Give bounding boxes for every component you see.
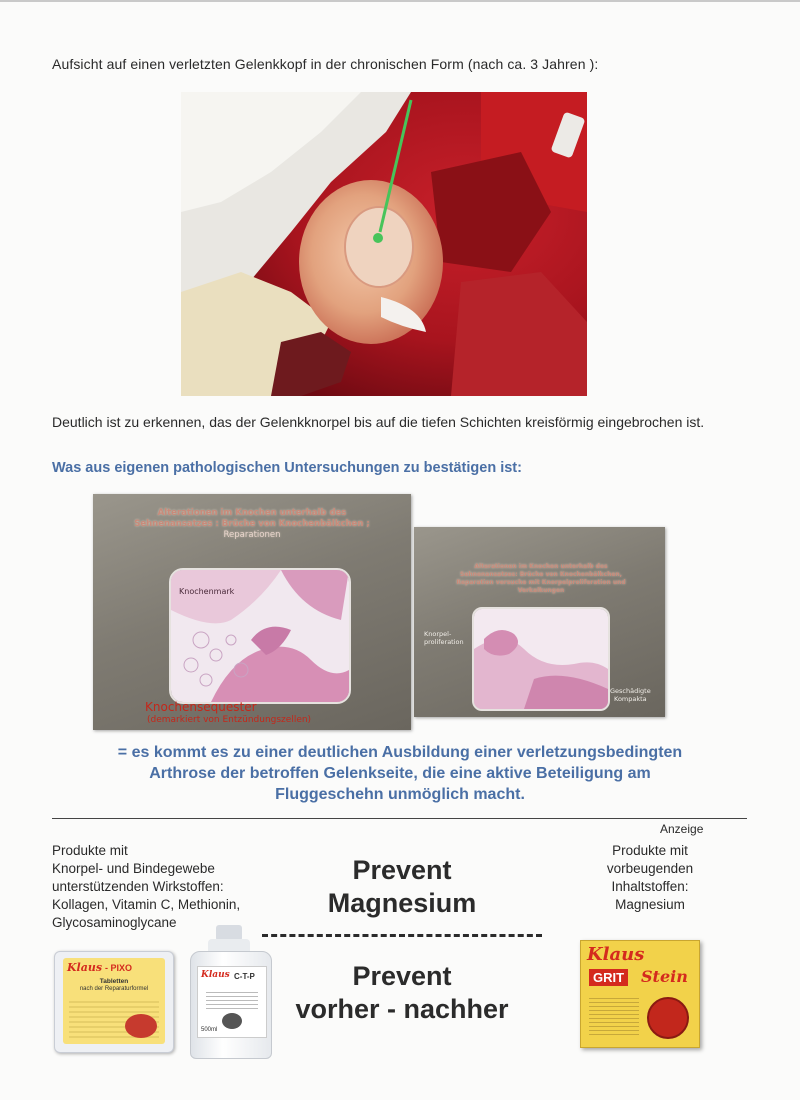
joint-photo-image xyxy=(181,92,587,396)
pixo-bird-icon xyxy=(125,1014,157,1038)
joint-photo xyxy=(181,92,587,396)
ad-left-line-1: Produkte mit xyxy=(52,843,128,858)
ad-headline-bottom-2: vorher - nachher xyxy=(295,994,509,1024)
conclusion-line-1: = es kommt es zu einer deutlichen Ausbildung einer verletzungsbedingten xyxy=(117,744,683,761)
slide-1-label-bottom: Knochensequester xyxy=(145,700,257,714)
pixo-line-2: nach der Reparaturformel xyxy=(79,986,149,992)
findings-heading: Was aus eigenen pathologischen Untersuchungen zu bestätigen ist: xyxy=(52,460,522,476)
ad-left-text xyxy=(52,842,282,932)
ad-headline-bottom xyxy=(282,960,522,1026)
pixo-line-1: Tabletten xyxy=(99,978,129,985)
ctp-bottle-label xyxy=(197,966,267,1038)
ad-label: Anzeige xyxy=(660,822,704,836)
ad-headline-bottom-1: Prevent xyxy=(352,961,452,991)
photo-caption: Aufsicht auf einen verletzten Gelenkkopf in der chronischen Form (nach ca. 3 Jahren ): xyxy=(52,56,599,72)
slide-1-label-top: Knochenmark xyxy=(179,587,235,596)
slide-1-title-line-3: Reparationen xyxy=(223,530,281,540)
slide-2-title-line-2: Sehnenansatzes: Brüche von Knochenbälkchen, xyxy=(460,571,622,578)
grit-name-stein: Stein xyxy=(641,967,688,986)
grit-bird-icon xyxy=(647,997,689,1039)
ad-right-line-2: vorbeugenden xyxy=(606,861,694,876)
slide-2-label-right-2: Kompakta xyxy=(614,695,647,703)
ad-right-line-3: Inhaltstoffen: xyxy=(611,879,689,894)
divider xyxy=(52,818,747,819)
conclusion-line-3: Fluggeschehn unmöglich macht. xyxy=(275,786,525,803)
description-paragraph: Deutlich ist zu erkennen, das der Gelenkknorpel bis auf die tiefen Schichten kreisförmig eingebrochen ist. xyxy=(52,414,705,430)
slide-2-histology-image xyxy=(474,609,608,709)
slide-2-label-left-2: proliferation xyxy=(424,638,464,646)
ctp-volume: 500ml xyxy=(201,1027,218,1033)
pathology-slide-2 xyxy=(414,527,665,717)
slide-2-label-left-1: Knorpel- xyxy=(424,630,452,638)
ad-left-line-4: Kollagen, Vitamin C, Methionin, xyxy=(52,897,241,912)
slide-2-title-line-4: Verkalkungen xyxy=(517,587,565,594)
ctp-bottle-image xyxy=(186,925,274,1060)
slide-2-histology xyxy=(472,607,610,711)
slide-2-title-line-1: Alterationen im Knochen unterhalb des xyxy=(474,563,608,570)
pixo-product-image xyxy=(54,951,174,1053)
slide-1-title-line-1: Alterationen im Knochen unterhalb des xyxy=(157,508,347,518)
conclusion-text xyxy=(52,742,748,805)
ad-right-line-4: Magnesium xyxy=(615,897,685,912)
ad-left-line-3: unterstützenden Wirkstoffen: xyxy=(52,879,224,894)
ad-left-line-5: Glycosaminoglycane xyxy=(52,915,177,930)
ad-headline-top-2: Magnesium xyxy=(327,888,477,918)
slide-1-label-bottom-sub: (demarkiert von Entzündungszellen) xyxy=(147,715,312,725)
grit-stein-product-image xyxy=(580,940,700,1048)
conclusion-line-2: Arthrose der betroffen Gelenkseite, die eine aktive Beteiligung am xyxy=(149,765,651,782)
slide-1-title-line-2: Sehnenansatzes : Brüche von Knochenbälkchen ; xyxy=(134,519,370,529)
slide-1-title xyxy=(113,508,391,541)
ctp-bird-icon xyxy=(222,1013,242,1029)
slide-2-label-right-1: Geschädigte xyxy=(610,687,651,695)
pixo-name: - PIXO xyxy=(105,963,133,973)
ctp-name: C-T-P xyxy=(234,972,255,981)
ad-left-line-2: Knorpel- und Bindegewebe xyxy=(52,861,215,876)
pathology-slide-1 xyxy=(93,494,411,730)
ad-headline-top-1: Prevent xyxy=(352,855,452,885)
ctp-brand: Klaus xyxy=(201,970,230,980)
ad-right-text xyxy=(580,842,720,914)
pixo-label xyxy=(63,958,165,1044)
slide-2-title xyxy=(430,563,652,595)
grit-fine-print xyxy=(589,995,639,1035)
ctp-fine-print xyxy=(206,989,258,1009)
ctp-bottle-body xyxy=(190,951,272,1059)
ad-headline-top xyxy=(292,854,512,920)
slide-2-title-line-3: Reparation versuche mit Knorpelproliferation und xyxy=(456,579,626,586)
ad-dashed-separator xyxy=(262,934,542,941)
top-border xyxy=(0,0,800,2)
ad-right-line-1: Produkte mit xyxy=(612,843,688,858)
pixo-brand: Klaus xyxy=(67,961,103,974)
grit-brand: Klaus xyxy=(587,944,645,965)
grit-name: GRIT xyxy=(589,969,628,986)
